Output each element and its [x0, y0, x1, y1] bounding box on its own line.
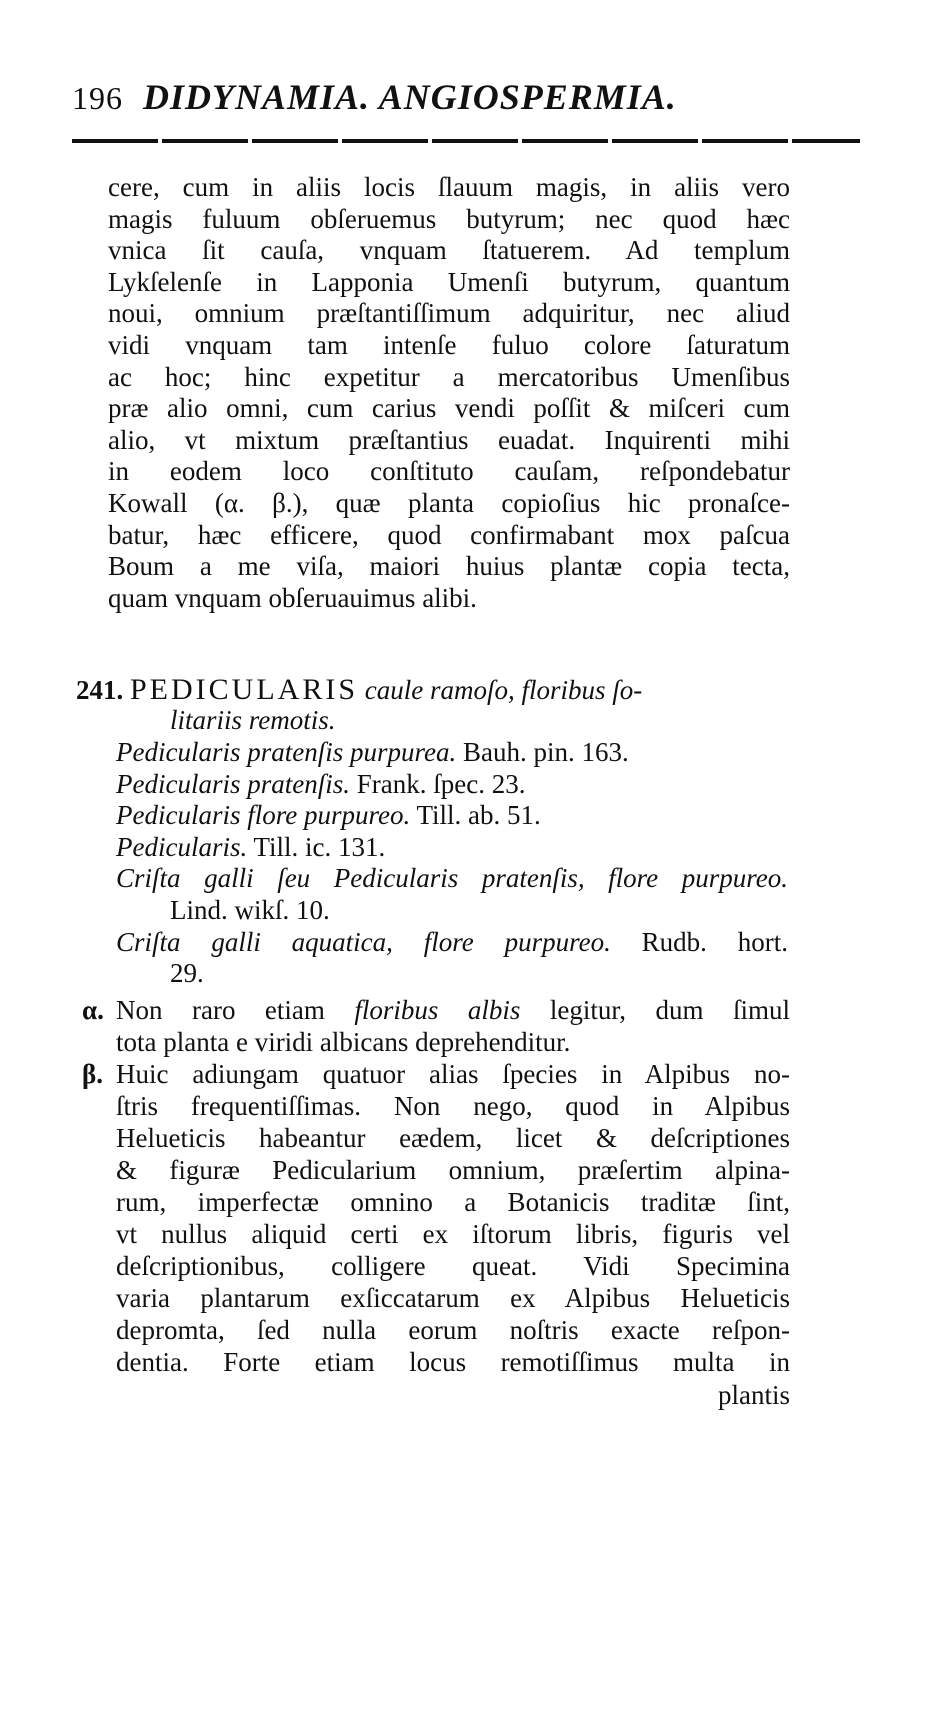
- alpha-marker: α.: [82, 995, 104, 1025]
- text-line: [116, 995, 790, 1026]
- text-segment: Boum a me viſa, maiori huius plantæ copia tecta,: [108, 551, 790, 582]
- text-segment: præ alio omni, cum carius vendi poſſit & miſceri cum: [108, 393, 790, 424]
- text-segment: Rudb. hort.: [610, 926, 788, 957]
- header-rule: [72, 139, 860, 143]
- species-diagnosis: caule ramoſo, floribus ſo-: [364, 675, 643, 705]
- text-segment: vt nullus aliquid certi ex iſtorum libris, figuris vel: [116, 1219, 790, 1249]
- text-line: [108, 520, 790, 551]
- text-line: [108, 488, 790, 519]
- text-segment: Lykſelenſe in Lapponia Umenſi butyrum, quantum: [108, 266, 790, 297]
- text-segment: & figuræ Pedicularium omnium, præſertim alpina-: [116, 1155, 790, 1185]
- species-heading: [76, 674, 642, 706]
- text-segment: alio, vt mixtum præſtantius euadat. Inquirenti mihi: [108, 424, 790, 455]
- text-segment: noui, omnium præſtantiſſimum adquiritur, nec aliud: [108, 298, 790, 329]
- italic-text: Pedicularis.: [116, 831, 248, 862]
- text-segment: Non raro etiam: [116, 995, 355, 1025]
- text-line: [116, 1091, 790, 1122]
- text-line: [116, 1219, 790, 1250]
- species-number: 241.: [76, 675, 124, 705]
- text-line: [116, 1187, 790, 1218]
- text-line: [108, 583, 477, 614]
- text-segment: depromta, ſed nulla eorum noſtris exacte reſpon-: [116, 1315, 790, 1345]
- text-segment: tota planta e viridi albicans deprehenditur.: [116, 1027, 571, 1057]
- text-segment: legitur, dum ſimul: [520, 995, 791, 1025]
- text-line: [108, 393, 790, 424]
- text-segment: batur, hæc efficere, quod confirmabant mox paſcua: [108, 519, 790, 550]
- text-segment: dentia. Forte etiam locus remotiſſimus multa in: [116, 1347, 790, 1377]
- text-line: [116, 1059, 790, 1090]
- text-segment: 29.: [170, 958, 204, 989]
- text-line: [108, 298, 790, 329]
- text-segment: Lind. wikſ. 10.: [170, 895, 330, 925]
- italic-text: Pedicularis flore purpureo.: [116, 800, 411, 831]
- text-line: [116, 832, 385, 863]
- text-line: [108, 172, 790, 203]
- text-line: [108, 425, 790, 456]
- text-line: [116, 1027, 570, 1058]
- text-segment: rum, imperfectæ omnino a Botanicis traditæ ſint,: [116, 1187, 790, 1217]
- text-line: [108, 235, 790, 266]
- running-header: [72, 76, 677, 118]
- catchword: plantis: [718, 1380, 790, 1410]
- text-segment: varia plantarum exſiccatarum ex Alpibus Helueticis: [116, 1283, 790, 1313]
- text-segment: in eodem loco conſtituto cauſam, reſpondebatur: [108, 456, 790, 487]
- text-line: [116, 863, 788, 894]
- text-segment: Till. ab. 51.: [410, 800, 541, 831]
- text-segment: Kowall (α. β.), quæ planta copioſius hic pronaſce-: [108, 488, 790, 518]
- text-line: [170, 958, 204, 989]
- italic-text: floribus albis: [354, 995, 521, 1025]
- text-line: [108, 456, 790, 487]
- text-segment: vnica ſit cauſa, vnquam ſtatuerem. Ad templum: [108, 235, 790, 266]
- text-line: [170, 895, 330, 926]
- text-line: [116, 800, 541, 831]
- text-segment: Frank. ſpec. 23.: [349, 768, 526, 799]
- text-segment: quam vnquam obſeruauimus alibi.: [108, 582, 477, 613]
- italic-text: Pedicularis pratenſis.: [116, 768, 350, 799]
- species-name: PEDICULARIS: [130, 673, 359, 706]
- text-line: [116, 1251, 790, 1282]
- text-line: [116, 1155, 790, 1186]
- text-segment: Bauh. pin. 163.: [456, 737, 629, 767]
- text-segment: vidi vnquam tam intenſe fuluo colore ſaturatum: [108, 330, 790, 360]
- species-diagnosis-cont: litariis remotis.: [170, 705, 336, 735]
- text-segment: ſtris frequentiſſimas. Non nego, quod in Alpibus: [116, 1091, 790, 1121]
- text-line: [108, 551, 790, 582]
- text-segment: deſcriptionibus, colligere queat. Vidi Specimina: [116, 1251, 790, 1281]
- text-line: [116, 1347, 790, 1378]
- beta-marker: β.: [82, 1059, 103, 1089]
- text-line: [116, 1315, 790, 1346]
- text-line: [116, 769, 525, 800]
- text-segment: Helueticis habeantur eædem, licet & deſcriptiones: [116, 1123, 790, 1153]
- text-line: [108, 362, 790, 393]
- text-segment: Huic adiungam quatuor alias ſpecies in Alpibus no-: [116, 1059, 790, 1089]
- text-line: [108, 267, 790, 298]
- text-segment: ac hoc; hinc expetitur a mercatoribus Umenſibus: [108, 361, 790, 392]
- text-line: [108, 204, 790, 235]
- italic-text: Criſta galli aquatica, flore purpureo.: [116, 926, 611, 957]
- text-segment: Till. ic. 131.: [247, 831, 386, 862]
- italic-text: Criſta galli ſeu Pedicularis pratenſis, flore purpureo.: [116, 863, 788, 894]
- text-line: [108, 330, 790, 361]
- page-number: 196: [72, 80, 123, 116]
- text-segment: cere, cum in aliis locis ſlauum magis, in aliis vero: [108, 172, 790, 202]
- text-line: [116, 927, 788, 958]
- text-segment: magis fuluum obſeruemus butyrum; nec quod hæc: [108, 203, 790, 234]
- header-title: DIDYNAMIA. ANGIOSPERMIA.: [143, 77, 677, 117]
- text-line: [116, 1283, 790, 1314]
- text-line: [116, 1123, 790, 1154]
- italic-text: Pedicularis pratenſis purpurea.: [116, 737, 457, 767]
- text-line: [116, 737, 629, 768]
